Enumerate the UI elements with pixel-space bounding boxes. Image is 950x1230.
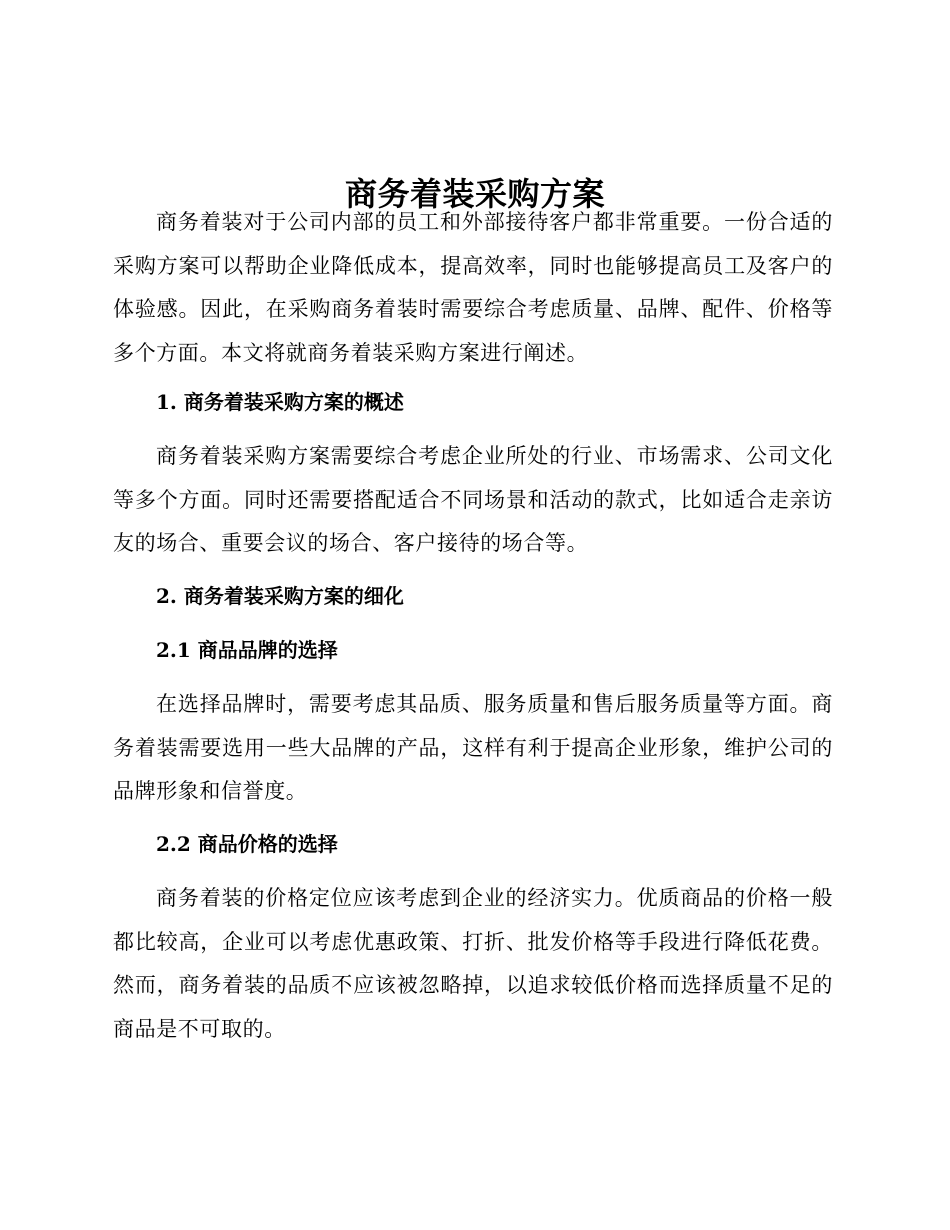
section-2-1-heading: 2.1 商品品牌的选择 — [156, 638, 338, 662]
intro-paragraph: 商务着装对于公司内部的员工和外部接待客户都非常重要。一份合适的采购方案可以帮助企业降低成本，提高效率，同时也能够提高员工及客户的体验感。因此，在采购商务着装时需要综合考虑质量、品牌、配件、价格等多个方面。本文将就商务着装采购方案进行阐述。 — [113, 210, 833, 365]
section-2-2-paragraph: 商务着装的价格定位应该考虑到企业的经济实力。优质商品的价格一般都比较高，企业可以考虑优惠政策、打折、批发价格等手段进行降低花费。然而，商务着装的品质不应该被忽略掉，以追求较低价格而选择质量不足的商品是不可取的。 — [113, 886, 833, 1041]
document-title: 商务着装采购方案 — [344, 175, 605, 214]
section-2-heading: 2. 商务着装采购方案的细化 — [156, 584, 404, 608]
section-1-paragraph: 商务着装采购方案需要综合考虑企业所处的行业、市场需求、公司文化等多个方面。同时还需要搭配适合不同场景和活动的款式，比如适合走亲访友的场合、重要会议的场合、客户接待的场合等。 — [113, 444, 833, 555]
section-2-2-heading: 2.2 商品价格的选择 — [156, 832, 338, 856]
section-2-1-paragraph: 在选择品牌时，需要考虑其品质、服务质量和售后服务质量等方面。商务着装需要选用一些大品牌的产品，这样有利于提高企业形象，维护公司的品牌形象和信誉度。 — [113, 692, 833, 803]
section-1-heading: 1. 商务着装采购方案的概述 — [156, 390, 404, 414]
